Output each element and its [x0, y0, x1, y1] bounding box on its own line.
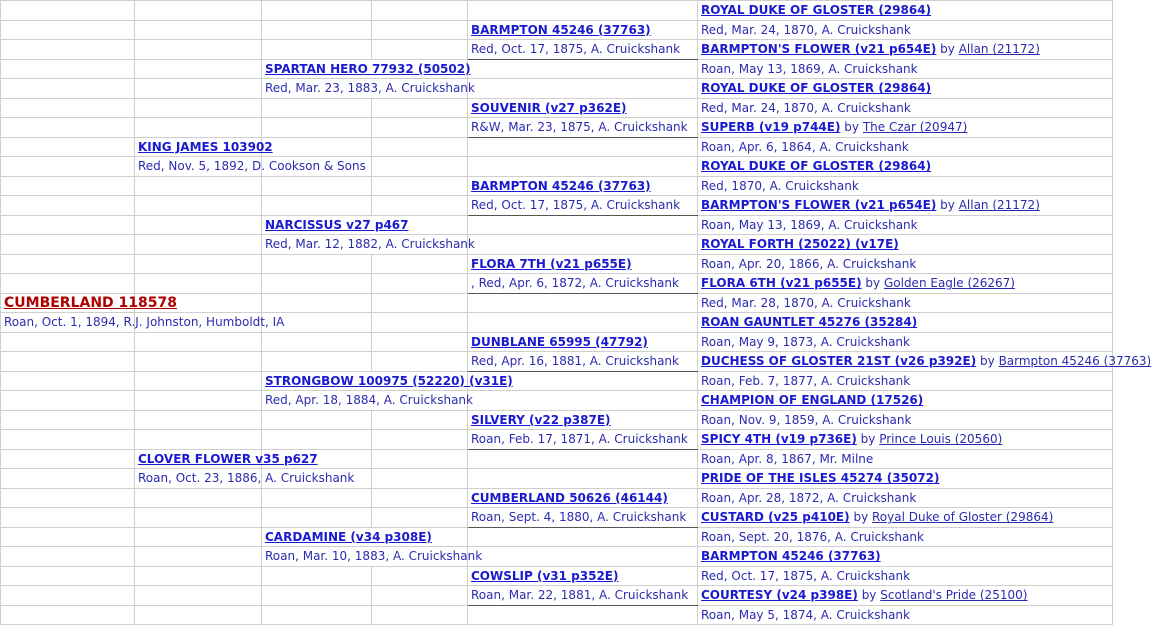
pedigree-cell — [135, 391, 262, 411]
pedigree-cell — [262, 274, 372, 294]
sire-link[interactable]: Allan (21172) — [958, 198, 1040, 213]
gen3-animal-info: Roan, Feb. 17, 1871, A. Cruickshank — [471, 432, 688, 447]
pedigree-cell — [372, 196, 468, 216]
gen3-animal-link[interactable]: BARMPTON 45246 (37763) — [471, 22, 651, 37]
gen1-animal-info: Red, Nov. 5, 1892, D. Cookson & Sons — [138, 159, 366, 174]
pedigree-cell — [1, 235, 135, 255]
pedigree-cell — [698, 488, 1113, 508]
pedigree-cell — [372, 488, 468, 508]
by-label: by — [844, 120, 859, 135]
pedigree-cell — [698, 586, 1113, 606]
pedigree-row — [1, 371, 1113, 391]
pedigree-cell — [1, 566, 135, 586]
pedigree-row — [1, 566, 1113, 586]
gen4-animal-link[interactable]: BARMPTON'S FLOWER (v21 p654E) — [701, 42, 937, 57]
gen3-animal-info: Roan, Mar. 22, 1881, A. Cruickshank — [471, 588, 689, 603]
sire-link[interactable]: Golden Eagle (26267) — [883, 276, 1015, 291]
pedigree-row — [1, 235, 1113, 255]
pedigree-cell — [1, 410, 135, 430]
pedigree-cell — [698, 215, 1113, 235]
gen4-animal-link[interactable]: BARMPTON'S FLOWER (v21 p654E) — [701, 198, 937, 213]
pedigree-cell — [372, 176, 468, 196]
pedigree-cell — [698, 176, 1113, 196]
pedigree-row — [1, 59, 1113, 79]
gen2-animal-link[interactable]: NARCISSUS v27 p467 — [265, 217, 409, 232]
gen4-animal-link[interactable]: ROAN GAUNTLET 45276 (35284) — [701, 315, 918, 330]
gen4-animal-info: Red, Mar. 24, 1870, A. Cruickshank — [701, 22, 911, 37]
pedigree-row — [1, 254, 1113, 274]
pedigree-cell — [262, 137, 372, 157]
pedigree-row — [1, 586, 1113, 606]
pedigree-cell — [698, 605, 1113, 625]
pedigree-row — [1, 215, 1113, 235]
pedigree-cell — [372, 1, 468, 21]
gen3-animal-info: Roan, Sept. 4, 1880, A. Cruickshank — [471, 510, 687, 525]
pedigree-row — [1, 79, 1113, 99]
pedigree-row — [1, 332, 1113, 352]
pedigree-cell — [468, 40, 698, 60]
pedigree-cell — [1, 391, 135, 411]
pedigree-cell — [698, 274, 1113, 294]
pedigree-cell — [262, 1, 372, 21]
pedigree-cell — [262, 118, 372, 138]
pedigree-cell — [262, 605, 372, 625]
gen4-animal-link[interactable]: SPICY 4TH (v19 p736E) — [701, 432, 857, 447]
pedigree-cell — [1, 293, 178, 313]
pedigree-cell — [135, 547, 262, 567]
pedigree-cell — [468, 449, 698, 469]
pedigree-cell — [372, 98, 468, 118]
pedigree-cell — [698, 20, 1113, 40]
pedigree-cell — [1, 547, 135, 567]
pedigree-cell — [1, 508, 135, 528]
pedigree-cell — [135, 235, 262, 255]
pedigree-cell — [135, 59, 262, 79]
pedigree-cell — [372, 430, 468, 450]
pedigree-cell — [262, 547, 483, 567]
pedigree-cell — [468, 79, 698, 99]
gen4-animal-link[interactable]: CHAMPION OF ENGLAND (17526) — [701, 393, 924, 408]
pedigree-cell — [1, 157, 135, 177]
pedigree-cell — [135, 20, 262, 40]
pedigree-cell — [698, 79, 1113, 99]
by-label: by — [853, 510, 869, 525]
pedigree-cell — [262, 235, 475, 255]
pedigree-cell — [698, 254, 1113, 274]
gen2-animal-link[interactable]: STRONGBOW 100975 (52220) (v31E) — [265, 373, 513, 388]
pedigree-cell — [698, 566, 1113, 586]
pedigree-cell — [135, 157, 366, 177]
gen4-animal-link[interactable]: DUCHESS OF GLOSTER 21ST (v26 p392E) — [701, 354, 977, 369]
pedigree-row — [1, 157, 1113, 177]
pedigree-cell — [262, 59, 471, 79]
sire-link[interactable]: Prince Louis (20560) — [879, 432, 1003, 447]
pedigree-cell — [372, 566, 468, 586]
pedigree-cell — [698, 118, 1113, 138]
gen3-animal-info: R&W, Mar. 23, 1875, A. Cruickshank — [471, 120, 688, 135]
gen3-animal-info: , Red, Apr. 6, 1872, A. Cruickshank — [471, 276, 679, 291]
pedigree-cell — [135, 79, 262, 99]
pedigree-cell — [262, 410, 372, 430]
pedigree-cell — [135, 605, 262, 625]
gen4-animal-info: Roan, Apr. 20, 1866, A. Cruickshank — [701, 256, 917, 271]
pedigree-cell — [468, 274, 698, 294]
pedigree-cell — [698, 371, 1113, 391]
pedigree-cell — [1, 274, 135, 294]
pedigree-cell — [698, 410, 1113, 430]
pedigree-cell — [698, 430, 1113, 450]
pedigree-cell — [468, 605, 698, 625]
pedigree-cell — [135, 430, 262, 450]
gen2-animal-info: Roan, Mar. 10, 1883, A. Cruickshank — [265, 549, 483, 564]
gen1-animal-info: Roan, Oct. 23, 1886, A. Cruickshank — [138, 471, 355, 486]
gen3-animal-info: Red, Oct. 17, 1875, A. Cruickshank — [471, 42, 681, 57]
by-label: by — [865, 276, 881, 291]
pedigree-cell — [468, 508, 698, 528]
pedigree-cell — [262, 40, 372, 60]
pedigree-cell — [135, 508, 262, 528]
pedigree-row — [1, 176, 1113, 196]
gen2-animal-link[interactable]: SPARTAN HERO 77932 (50502) — [265, 61, 471, 76]
pedigree-cell — [135, 332, 262, 352]
gen4-animal-info: Roan, May 13, 1869, A. Cruickshank — [701, 217, 918, 232]
gen4-animal-link[interactable]: PRIDE OF THE ISLES 45274 (35072) — [701, 471, 940, 486]
pedigree-cell — [698, 235, 1113, 255]
pedigree-cell — [262, 430, 372, 450]
pedigree-cell — [468, 176, 698, 196]
sire-link[interactable]: Scotland's Pride (25100) — [880, 588, 1028, 603]
pedigree-cell — [135, 118, 262, 138]
pedigree-cell — [698, 293, 1113, 313]
pedigree-row — [1, 352, 1113, 372]
gen3-animal-link[interactable]: DUNBLANE 65995 (47792) — [471, 334, 648, 349]
pedigree-cell — [1, 605, 135, 625]
pedigree-cell — [468, 157, 698, 177]
gen1-animal-link[interactable]: CLOVER FLOWER v35 p627 — [138, 451, 318, 466]
pedigree-cell — [372, 20, 468, 40]
pedigree-row — [1, 488, 1113, 508]
pedigree-cell — [468, 586, 698, 606]
pedigree-row — [1, 196, 1113, 216]
pedigree-row — [1, 508, 1113, 528]
pedigree-cell — [468, 410, 698, 430]
pedigree-cell — [1, 98, 135, 118]
gen2-animal-info: Red, Mar. 23, 1883, A. Cruickshank — [265, 81, 475, 96]
by-label: by — [980, 354, 995, 369]
gen4-animal-info: Roan, Apr. 6, 1864, A. Cruickshank — [701, 139, 909, 154]
pedigree-row — [1, 410, 1113, 430]
pedigree-row — [1, 605, 1113, 625]
gen4-animal-link[interactable]: ROYAL FORTH (25022) (v17E) — [701, 237, 899, 252]
pedigree-cell — [468, 118, 698, 138]
gen2-animal-link[interactable]: CARDAMINE (v34 p308E) — [265, 529, 432, 544]
pedigree-cell — [468, 215, 698, 235]
pedigree-row — [1, 293, 1113, 313]
pedigree-cell — [135, 98, 262, 118]
pedigree-cell — [135, 254, 262, 274]
gen3-animal-link[interactable]: SOUVENIR (v27 p362E) — [471, 100, 627, 115]
gen3-animal-info: Red, Apr. 16, 1881, A. Cruickshank — [471, 354, 679, 369]
pedigree-cell — [135, 566, 262, 586]
pedigree-cell — [1, 176, 135, 196]
pedigree-cell — [468, 313, 698, 333]
pedigree-cell — [1, 79, 135, 99]
pedigree-cell — [468, 20, 698, 40]
pedigree-cell — [1, 215, 135, 235]
pedigree-cell — [468, 137, 698, 157]
pedigree-row — [1, 20, 1113, 40]
pedigree-cell — [372, 118, 468, 138]
pedigree-cell — [372, 469, 468, 489]
pedigree-cell — [135, 469, 355, 489]
pedigree-row — [1, 274, 1113, 294]
pedigree-cell — [262, 20, 372, 40]
pedigree-cell — [698, 527, 1113, 547]
by-label: by — [860, 432, 876, 447]
pedigree-cell — [468, 391, 698, 411]
pedigree-cell — [468, 430, 698, 450]
gen4-animal-info: Roan, Sept. 20, 1876, A. Cruickshank — [701, 529, 924, 544]
pedigree-cell — [262, 566, 372, 586]
gen4-animal-info: Red, 1870, A. Cruickshank — [701, 178, 859, 193]
pedigree-row — [1, 137, 1113, 157]
pedigree-cell — [135, 449, 318, 469]
sire-link[interactable]: Royal Duke of Gloster (29864) — [872, 510, 1054, 525]
pedigree-cell — [468, 293, 698, 313]
gen4-animal-info: Roan, Feb. 7, 1877, A. Cruickshank — [701, 373, 911, 388]
pedigree-cell — [1, 352, 135, 372]
pedigree-cell — [262, 215, 468, 235]
gen4-animal-link[interactable]: FLORA 6TH (v21 p655E) — [701, 276, 862, 291]
gen3-animal-link[interactable]: SILVERY (v22 p387E) — [471, 412, 611, 427]
pedigree-cell — [135, 371, 262, 391]
pedigree-cell — [372, 605, 468, 625]
gen1-animal-link[interactable]: KING JAMES 103902 — [138, 139, 273, 154]
pedigree-cell — [372, 313, 468, 333]
pedigree-row — [1, 98, 1113, 118]
pedigree-cell — [698, 157, 1113, 177]
gen4-animal-info: Roan, Nov. 9, 1859, A. Cruickshank — [701, 412, 912, 427]
pedigree-row — [1, 527, 1113, 547]
pedigree-cell — [262, 508, 372, 528]
pedigree-cell — [1, 118, 135, 138]
gen4-animal-info: Red, Mar. 24, 1870, A. Cruickshank — [701, 100, 911, 115]
gen4-animal-link[interactable]: ROYAL DUKE OF GLOSTER (29864) — [701, 3, 932, 18]
pedigree-cell — [698, 352, 1151, 372]
pedigree-cell — [468, 1, 698, 21]
pedigree-cell — [372, 157, 468, 177]
pedigree-cell — [262, 332, 372, 352]
gen4-animal-link[interactable]: ROYAL DUKE OF GLOSTER (29864) — [701, 81, 932, 96]
pedigree-row — [1, 118, 1113, 138]
sire-link[interactable]: The Czar (20947) — [862, 120, 968, 135]
pedigree-cell — [1, 488, 135, 508]
sire-link[interactable]: Barmpton 45246 (37763) — [998, 354, 1151, 369]
pedigree-cell — [698, 137, 1113, 157]
pedigree-cell — [372, 332, 468, 352]
by-label: by — [940, 42, 955, 57]
pedigree-cell — [468, 566, 698, 586]
pedigree-cell — [262, 79, 475, 99]
pedigree-cell — [262, 371, 513, 391]
pedigree-cell — [262, 352, 372, 372]
pedigree-cell — [262, 488, 372, 508]
pedigree-cell — [135, 196, 262, 216]
pedigree-cell — [372, 352, 468, 372]
pedigree-cell — [468, 527, 698, 547]
sire-link[interactable]: Allan (21172) — [958, 42, 1040, 57]
pedigree-cell — [1, 1, 135, 21]
pedigree-cell — [468, 332, 698, 352]
pedigree-cell — [1, 40, 135, 60]
pedigree-cell — [135, 40, 262, 60]
pedigree-cell — [135, 176, 262, 196]
pedigree-cell — [1, 196, 135, 216]
pedigree-cell — [372, 40, 468, 60]
pedigree-cell — [698, 391, 1113, 411]
gen3-animal-link[interactable]: COWSLIP (v31 p352E) — [471, 568, 619, 583]
pedigree-cell — [372, 254, 468, 274]
pedigree-row — [1, 430, 1113, 450]
gen4-animal-link[interactable]: ROYAL DUKE OF GLOSTER (29864) — [701, 159, 932, 174]
gen4-animal-info: Red, Mar. 28, 1870, A. Cruickshank — [701, 295, 911, 310]
pedigree-cell — [262, 293, 372, 313]
pedigree-cell — [1, 430, 135, 450]
gen4-animal-link[interactable]: SUPERB (v19 p744E) — [701, 120, 841, 135]
pedigree-cell — [698, 196, 1113, 216]
pedigree-row — [1, 547, 1113, 567]
subject-animal-info: Roan, Oct. 1, 1894, R.J. Johnston, Humboldt, IA — [4, 315, 285, 330]
pedigree-cell — [468, 488, 698, 508]
pedigree-cell — [698, 449, 1113, 469]
pedigree-cell — [1, 371, 135, 391]
gen4-animal-info: Red, Oct. 17, 1875, A. Cruickshank — [701, 568, 911, 583]
pedigree-cell — [698, 332, 1113, 352]
by-label: by — [861, 588, 877, 603]
pedigree-row — [1, 1, 1113, 21]
pedigree-cell — [1, 449, 135, 469]
gen3-animal-link[interactable]: BARMPTON 45246 (37763) — [471, 178, 651, 193]
pedigree-cell — [1, 137, 135, 157]
pedigree-cell — [135, 586, 262, 606]
pedigree-cell — [698, 1, 1113, 21]
pedigree-cell — [468, 98, 698, 118]
pedigree-cell — [1, 20, 135, 40]
pedigree-cell — [262, 527, 468, 547]
pedigree-cell — [698, 508, 1113, 528]
pedigree-cell — [698, 59, 1113, 79]
pedigree-cell — [468, 352, 698, 372]
pedigree-cell — [698, 469, 1113, 489]
pedigree-cell — [468, 547, 698, 567]
pedigree-row — [1, 40, 1113, 60]
pedigree-cell — [1, 586, 135, 606]
pedigree-cell — [1, 59, 135, 79]
pedigree-cell — [135, 488, 262, 508]
pedigree-cell — [468, 254, 698, 274]
pedigree-cell — [262, 98, 372, 118]
pedigree-cell — [698, 313, 1113, 333]
pedigree-cell — [1, 332, 135, 352]
gen2-animal-info: Red, Apr. 18, 1884, A. Cruickshank — [265, 393, 473, 408]
pedigree-cell — [372, 410, 468, 430]
pedigree-cell — [1, 313, 285, 333]
pedigree-cell — [135, 215, 262, 235]
gen4-animal-info: Roan, Apr. 28, 1872, A. Cruickshank — [701, 490, 917, 505]
pedigree-cell — [262, 176, 372, 196]
gen3-animal-info: Red, Oct. 17, 1875, A. Cruickshank — [471, 198, 681, 213]
gen2-animal-info: Red, Mar. 12, 1882, A. Cruickshank — [265, 237, 475, 252]
gen3-animal-link[interactable]: FLORA 7TH (v21 p655E) — [471, 256, 632, 271]
pedigree-cell — [262, 254, 372, 274]
pedigree-cell — [135, 137, 273, 157]
pedigree-cell — [698, 40, 1113, 60]
pedigree-cell — [698, 547, 1113, 567]
by-label: by — [940, 198, 955, 213]
pedigree-cell — [1, 469, 135, 489]
pedigree-cell — [262, 586, 372, 606]
pedigree-row — [1, 313, 1113, 333]
gen4-animal-link[interactable]: CUSTARD (v25 p410E) — [701, 510, 850, 525]
pedigree-cell — [135, 1, 262, 21]
pedigree-row — [1, 449, 1113, 469]
gen3-animal-link[interactable]: CUMBERLAND 50626 (46144) — [471, 490, 668, 505]
gen4-animal-link[interactable]: BARMPTON 45246 (37763) — [701, 549, 881, 564]
pedigree-cell — [468, 469, 698, 489]
pedigree-cell — [468, 59, 698, 79]
gen4-animal-info: Roan, May 13, 1869, A. Cruickshank — [701, 61, 918, 76]
gen4-animal-info: Roan, May 5, 1874, A. Cruickshank — [701, 607, 910, 622]
pedigree-cell — [468, 196, 698, 216]
pedigree-cell — [372, 449, 468, 469]
pedigree-cell — [262, 196, 372, 216]
pedigree-cell — [1, 527, 135, 547]
pedigree-row — [1, 391, 1113, 411]
gen4-animal-info: Roan, May 9, 1873, A. Cruickshank — [701, 334, 910, 349]
pedigree-cell — [372, 586, 468, 606]
pedigree-cell — [468, 235, 698, 255]
pedigree-cell — [698, 98, 1113, 118]
pedigree-cell — [262, 391, 473, 411]
gen4-animal-link[interactable]: COURTESY (v24 p398E) — [701, 588, 858, 603]
pedigree-cell — [135, 352, 262, 372]
pedigree-cell — [135, 274, 262, 294]
pedigree-cell — [135, 410, 262, 430]
pedigree-cell — [372, 274, 468, 294]
pedigree-cell — [372, 137, 468, 157]
pedigree-row — [1, 469, 1113, 489]
pedigree-cell — [1, 254, 135, 274]
subject-animal-link[interactable]: CUMBERLAND 118578 — [4, 294, 178, 311]
gen4-animal-info: Roan, Apr. 8, 1867, Mr. Milne — [701, 451, 874, 466]
pedigree-cell — [372, 293, 468, 313]
pedigree-cell — [135, 527, 262, 547]
pedigree-cell — [372, 508, 468, 528]
